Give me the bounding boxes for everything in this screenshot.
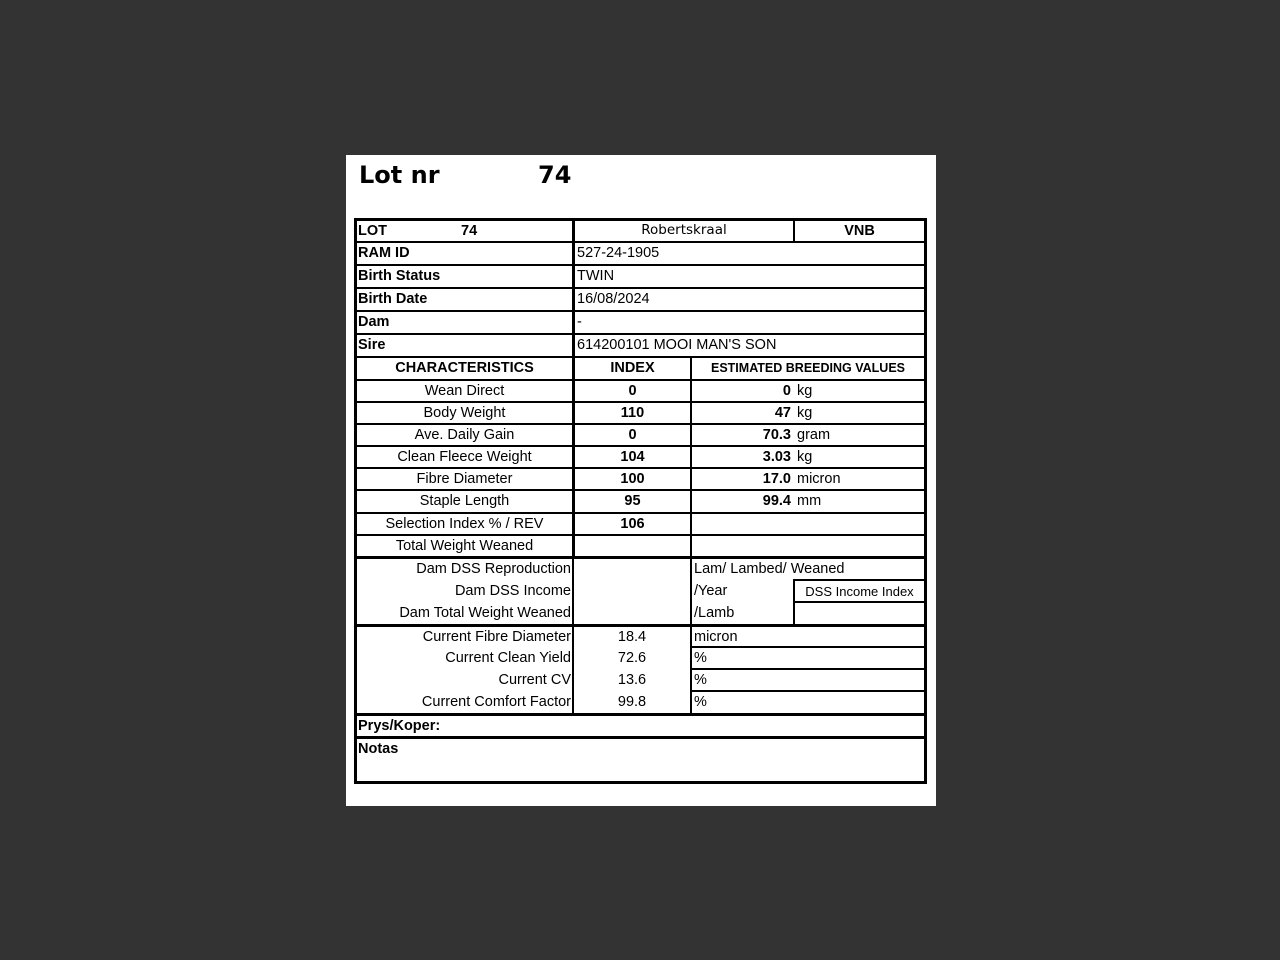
current-value: 13.6 xyxy=(617,671,647,688)
header-index: INDEX xyxy=(610,360,655,377)
trait-index: 95 xyxy=(624,493,641,510)
trait-name: Clean Fleece Weight xyxy=(397,448,532,465)
trait-name: Total Weight Weaned xyxy=(395,537,534,554)
trait-unit: gram xyxy=(797,426,831,443)
trait-name: Selection Index % / REV xyxy=(385,515,544,532)
trait-name: Wean Direct xyxy=(424,382,505,399)
trait-ebv: 0 xyxy=(782,382,791,399)
current-unit: micron xyxy=(694,628,738,645)
trait-ebv: 3.03 xyxy=(762,448,791,465)
info-value-sire: 614200101 MOOI MAN'S SON xyxy=(577,337,777,354)
dam-label: Dam Total Weight Weaned xyxy=(399,605,571,622)
trait-index: 0 xyxy=(628,382,637,399)
trait-name: Fibre Diameter xyxy=(416,470,513,487)
lot-number-heading: 74 xyxy=(538,161,572,189)
info-value-birth-status: TWIN xyxy=(577,268,615,285)
page-title: Lot nr xyxy=(359,161,440,189)
trait-index: 0 xyxy=(628,426,637,443)
current-value: 99.8 xyxy=(617,694,647,711)
trait-ebv: 70.3 xyxy=(762,426,791,443)
trait-unit: micron xyxy=(797,470,841,487)
trait-ebv: 99.4 xyxy=(762,493,791,510)
price-buyer-label: Prys/Koper: xyxy=(358,717,441,734)
current-label: Current Fibre Diameter xyxy=(422,628,571,645)
info-label-birth-date: Birth Date xyxy=(358,291,428,308)
trait-name: Staple Length xyxy=(419,493,510,510)
farm-name: Robertskraal xyxy=(641,222,727,239)
current-label: Current CV xyxy=(498,671,571,688)
current-label: Current Clean Yield xyxy=(445,649,571,666)
current-value: 72.6 xyxy=(617,649,647,666)
header-ebv: ESTIMATED BREEDING VALUES xyxy=(711,361,905,376)
dam-label: Dam DSS Income xyxy=(454,583,571,600)
info-label-dam: Dam xyxy=(358,314,390,331)
lot-value: 74 xyxy=(461,222,478,239)
current-unit: % xyxy=(694,649,707,666)
current-unit: % xyxy=(694,694,707,711)
info-label-birth-status: Birth Status xyxy=(358,268,441,285)
trait-unit: mm xyxy=(797,493,822,510)
lot-table xyxy=(346,155,936,806)
dss-income-index-label: DSS Income Index xyxy=(805,583,914,599)
info-value-birth-date: 16/08/2024 xyxy=(577,291,650,308)
info-value-ram-id: 527-24-1905 xyxy=(577,245,660,262)
trait-unit: kg xyxy=(797,404,813,421)
dam-unit: Lam/ Lambed/ Weaned xyxy=(694,561,845,578)
dam-label: Dam DSS Reproduction xyxy=(416,561,571,578)
lot-label: LOT xyxy=(358,222,387,239)
header-characteristics: CHARACTERISTICS xyxy=(395,360,534,377)
breeder-code: VNB xyxy=(844,222,875,239)
current-unit: % xyxy=(694,671,707,688)
trait-name: Body Weight xyxy=(423,404,506,421)
dam-unit: /Year xyxy=(694,583,728,600)
info-label-sire: Sire xyxy=(358,337,386,354)
trait-index: 100 xyxy=(620,470,645,487)
trait-name: Ave. Daily Gain xyxy=(414,426,515,443)
trait-unit: kg xyxy=(797,382,813,399)
trait-ebv: 47 xyxy=(774,404,791,421)
info-value-dam: - xyxy=(577,314,582,331)
lot-sheet xyxy=(346,155,936,806)
info-label-ram-id: RAM ID xyxy=(358,245,410,262)
dam-unit: /Lamb xyxy=(694,605,735,622)
trait-unit: kg xyxy=(797,448,813,465)
trait-ebv: 17.0 xyxy=(762,470,791,487)
trait-index: 104 xyxy=(620,448,645,465)
current-value: 18.4 xyxy=(617,628,647,645)
notes-label: Notas xyxy=(358,740,399,757)
current-label: Current Comfort Factor xyxy=(421,694,571,711)
trait-index: 110 xyxy=(620,404,645,421)
trait-index: 106 xyxy=(620,515,645,532)
